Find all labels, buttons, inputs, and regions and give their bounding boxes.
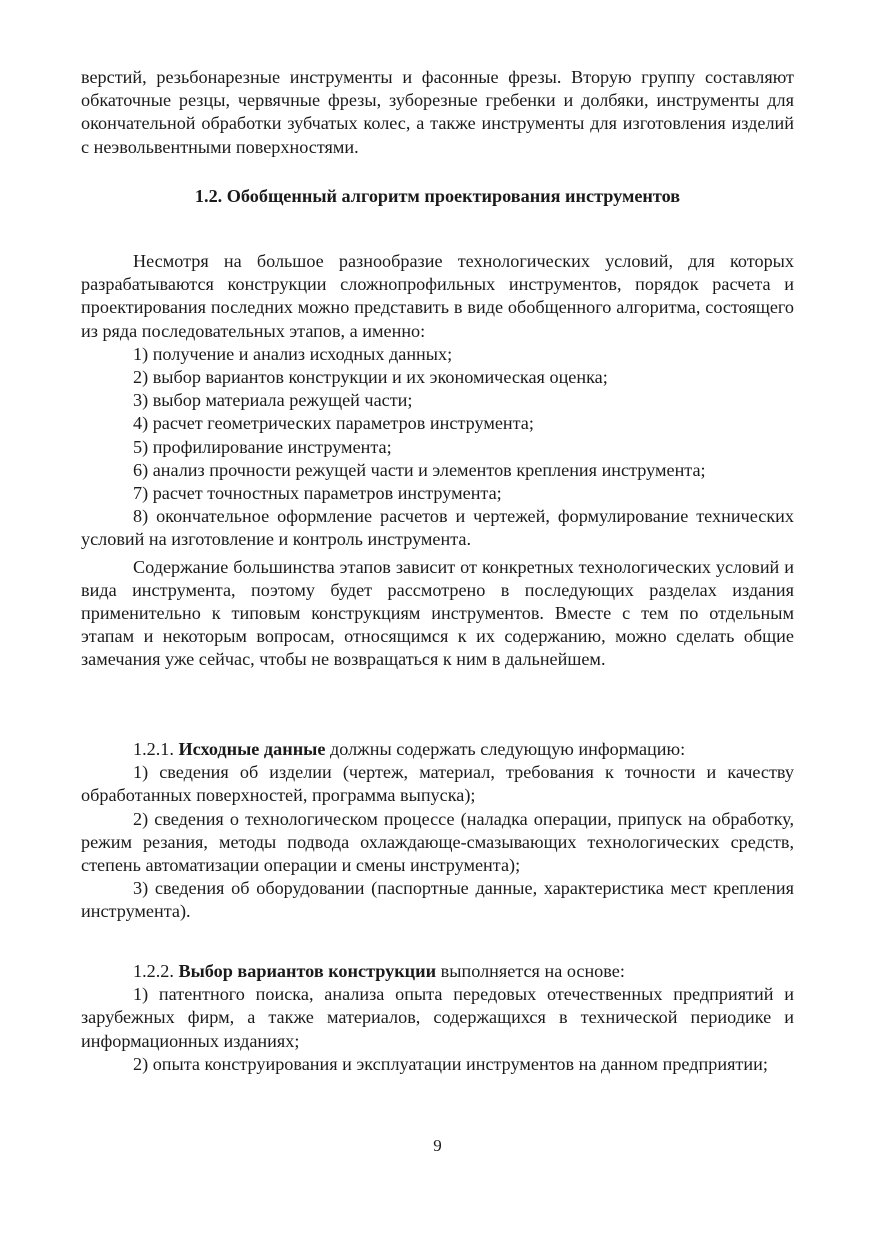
page-number: 9 (433, 1136, 442, 1155)
subsection-1-heading (81, 738, 794, 761)
subsection-1-item: 2) сведения о технологическом процессе (наладка операции, припуск на обработку, режим резания, методы подвода охлаждающе-смазывающих технологических средств, степень автоматизации операции и смены инструмента); (81, 808, 794, 876)
stage-item: 7) расчет точностных параметров инструмента; (133, 483, 502, 504)
subsection-1-lead: должны содержать следующую информацию: (325, 739, 686, 759)
algorithm-intro: Несмотря на большое разнообразие технологических условий, для которых разрабатываются конструкции сложнопрофильных инструментов, порядок расчета и проектирования последних можно представить в виде обобщенного алгоритма, состоящего из ряда последовательных этапов, а именно: (81, 251, 794, 341)
algorithm-block (81, 250, 794, 672)
section-heading: 1.2. Обобщенный алгоритм проектирования инструментов (194, 186, 681, 206)
subsection-2-item: 2) опыта конструирования и эксплуатации инструментов на данном предприятии; (133, 1053, 768, 1074)
subsection-1-title: Исходные данные (178, 739, 326, 759)
intro-block (81, 66, 794, 159)
subsection-2 (81, 960, 794, 1076)
intro-paragraph: верстий, резьбонарезные инструменты и фасонные фрезы. Вторую группу составляют обкаточные резцы, червячные фрезы, зуборезные гребенки и долбяки, инструменты для окончательной обработки зубчатых колес, а также инструменты для изготовления изделий с неэвольвентными поверхностями. (81, 67, 794, 157)
content-paragraph: Содержание большинства этапов зависит от конкретных технологических условий и вида инструмента, поэтому будет рассмотрено в последующих разделах издания применительно к типовым конструкциям инструментов. Вместе с тем по отдельным этапам и некоторым вопросам, относящимся к их содержанию, можно сделать общие замечания уже сейчас, чтобы не возвращаться к ним в дальнейшем. (81, 556, 794, 670)
subsection-2-item: 1) патентного поиска, анализа опыта передовых отечественных предприятий и зарубежных фирм, а также материалов, содержащихся в технической периодике и информационных изданиях; (81, 984, 794, 1051)
stage-item: 3) выбор материала режущей части; (133, 390, 413, 411)
stage-item: 8) окончательное оформление расчетов и чертежей, формулирование технических условий на изготовление и контроль инструмента. (81, 506, 794, 550)
stage-item: 2) выбор вариантов конструкции и их экономическая оценка; (133, 367, 608, 388)
subsection-1-number: 1.2.1. (133, 739, 179, 759)
stage-item: 6) анализ прочности режущей части и элементов крепления инструмента; (133, 459, 706, 480)
subsection-1-item: 3) сведения об оборудовании (паспортные данные, характеристика мест крепления инструмента). (81, 878, 794, 922)
stage-item: 1) получение и анализ исходных данных; (133, 343, 453, 364)
subsection-1 (81, 738, 794, 924)
stage-item: 4) расчет геометрических параметров инструмента; (133, 413, 534, 434)
subsection-2-heading (81, 960, 794, 983)
subsection-2-title: Выбор вариантов конструкции (178, 961, 437, 981)
stage-item: 5) профилирование инструмента; (133, 436, 392, 457)
subsection-2-lead: выполняется на основе: (436, 961, 625, 981)
subsection-2-number: 1.2.2. (133, 961, 179, 981)
subsection-1-item: 1) сведения об изделии (чертеж, материал, требования к точности и качеству обработанных поверхностей, программа выпуска); (81, 762, 794, 806)
